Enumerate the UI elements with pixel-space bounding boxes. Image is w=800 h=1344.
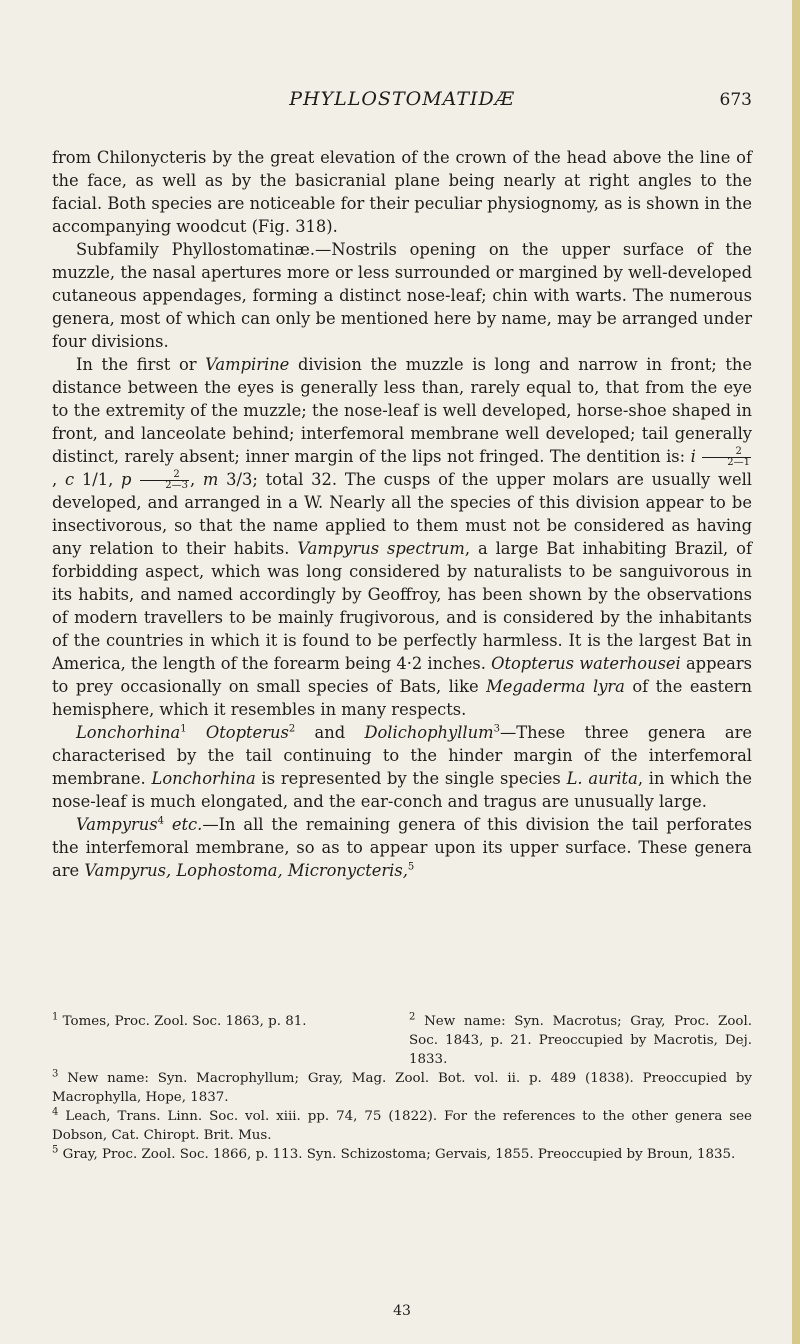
genus-list: Vampyrus, Lophostoma, Micronycteris, xyxy=(84,861,408,880)
footnote-2: $^2$ New name: Syn. Macrotus; Gray, Proc. Zool. Soc. 1843, p. 21. Preoccupied by Macrotis, Dej. 1833. xyxy=(409,1011,752,1067)
subfamily-heading: Subfamily Phyllostomatinæ. xyxy=(76,240,316,259)
body-text xyxy=(52,146,752,882)
species-name: L. aurita xyxy=(566,769,638,788)
footnote-3: $^3$ New name: Syn. Macrophyllum; Gray, Mag. Zool. Bot. vol. ii. p. 489 (1838). Preoccupied by Macrophylla, Hope, 1837. xyxy=(52,1068,752,1105)
footnote-4: $^4$ Leach, Trans. Linn. Soc. vol. xiii. pp. 74, 75 (1822). For the references to the other genera see Dobson, Cat. Chiropt. Brit. Mus. xyxy=(52,1106,752,1143)
genus-name: Dolichophyllum xyxy=(364,723,494,742)
running-title: PHYLLOSTOMATIDÆ xyxy=(289,88,515,110)
genus-name: Vampyrus xyxy=(76,815,158,834)
genus-name: Lonchorhina xyxy=(151,769,256,788)
footnote-1: $^1$ Tomes, Proc. Zool. Soc. 1863, p. 81. xyxy=(52,1011,307,1029)
dental-formula: i $\frac{2}{2—1}$ , c 1/1, p $\frac{2}{2—3}$ , m 3/3; total 32. xyxy=(52,446,751,491)
species-name: Otopterus waterhousei xyxy=(491,654,681,673)
genus-name: Otopterus xyxy=(205,723,289,742)
division-name: Vampirine xyxy=(205,355,290,374)
page-edge xyxy=(792,0,800,1344)
paragraph-3: In the first or Vampirine division the muzzle is long and narrow in front; the distance between the eyes is generally less than, rarely equal to, that from the eye to the extremity of the muzzle; the nose-leaf is well developed, horse-shoe shaped in front, and lanceolate behind; interfemoral membrane well developed; tail generally distinct, rarely absent; inner margin of the lips not fringed. The dentition is: i $\frac{2}{2—1}$ , c 1/1, p $\frac{2}{2—3}$ , m 3/3; total 32. The cusps of the upper molars are usually well developed, and arranged in a W. Nearly all the species of this division appear to be insectivorous, so that the name applied to them must not be considered as having any relation to their habits. Vampyrus spectrum, a large Bat inhabiting Brazil, of forbidding aspect, which was long considered by naturalists to be sanguivorous in its habits, and named accordingly by Geoffroy, has been shown by the observations of modern travellers to be mainly frugivorous, and is considered by the inhabitants of the countries in which it is found to be perfectly harmless. It is the largest Bat in America, the length of the forearm being 4·2 inches. Otopterus waterhousei appears to prey occasionally on small species of Bats, like Megaderma lyra of the eastern hemisphere, which it resembles in many respects. xyxy=(52,355,753,719)
book-page xyxy=(52,0,752,1344)
page-number: 673 xyxy=(719,90,752,110)
paragraph-4: Lonchorhina$^1$ Otopterus$^2$ and Dolichophyllum$^3$—These three genera are characterised by the tail continuing to the hinder margin of the interfemoral membrane. Lonchorhina is represented by the single species L. aurita, in which the nose-leaf is much elongated, and the ear-conch and tragus are unusually large. xyxy=(52,723,753,811)
paragraph-2: Subfamily Phyllostomatinæ.—Nostrils opening on the upper surface of the muzzle, the nasal apertures more or less surrounded or margined by well-developed cutaneous appendages, forming a distinct nose-leaf; chin with warts. The numerous genera, most of which can only be mentioned here by name, may be arranged under four divisions. xyxy=(52,240,753,351)
paragraph-5: Vampyrus$^4$ etc.—In all the remaining genera of this division the tail perforates the interfemoral membrane, so as to appear upon its upper surface. These genera are Vampyrus, Lophostoma, Micronycteris,$^5$ xyxy=(52,815,752,880)
signature-mark: 43 xyxy=(393,1303,411,1319)
page-header xyxy=(52,88,752,128)
footnotes xyxy=(52,1012,752,1164)
species-name: Vampyrus spectrum xyxy=(297,539,465,558)
paragraph-1: from Chilonycteris by the great elevation of the crown of the head above the line of the face, as well as by the basicranial plane being nearly at right angles to the facial. Both species are noticeable for their peculiar physiognomy, as is shown in the accompanying woodcut (Fig. 318). xyxy=(52,148,752,236)
footnote-5: $^5$ Gray, Proc. Zool. Soc. 1866, p. 113. Syn. Schizostoma; Gervais, 1855. Preoccupied by Broun, 1835. xyxy=(52,1144,736,1162)
genus-name: Lonchorhina xyxy=(76,723,181,742)
species-name: Megaderma lyra xyxy=(486,677,625,696)
